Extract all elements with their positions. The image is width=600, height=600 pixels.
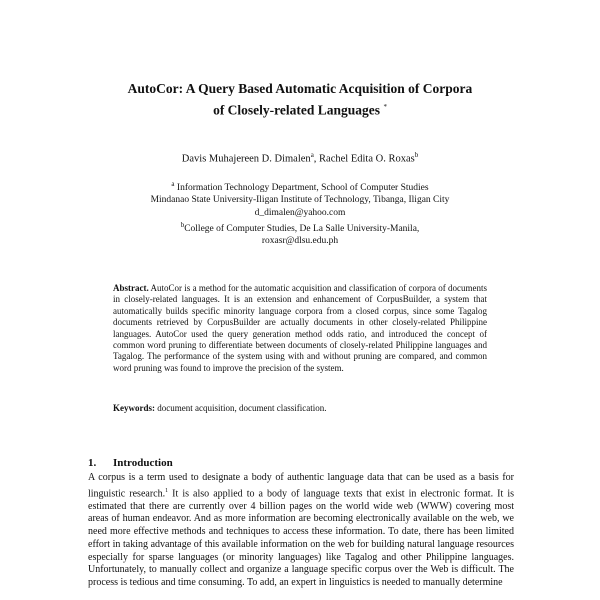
title-footnote-mark: * xyxy=(383,103,387,111)
introduction-paragraph xyxy=(88,472,514,590)
intro-text-1: A corpus is a term used to designate a body of authentic language data that can be used as a basis for linguistic research. xyxy=(88,472,514,500)
title-line-1: AutoCor: A Query Based Automatic Acquisition of Corpora xyxy=(127,81,473,96)
section-number: 1. xyxy=(88,457,97,469)
paper-title xyxy=(60,80,540,120)
title-line-2-text: of Closely-related Languages xyxy=(213,102,381,118)
author-1-mark: a xyxy=(310,151,314,159)
abstract-label: Abstract. xyxy=(113,283,149,293)
intro-text-2: It is also applied to a body of language texts that exist in electronic format. It is estimated that there are currently over 4 billion pages on the world wide web (WWW) covering most areas of human endeavor. And as more information are becoming electronically available on the web, we need more effective methods and techniques to access these information. To date, there has been limited effort in taking advantage of this available information on the web for building natural language resources especially for sparse languages (or minority languages) like Tagalog and other Philippine languages. Unfortunately, to manually collect and organize a language specific corpus over the Web is difficult. The process is tedious and time consuming. To add, an expert in linguistics is needed to manually determine xyxy=(88,488,514,588)
affiliation-a-line-2: Mindanao State University-Iligan Institute of Technology, Tibanga, Iligan City xyxy=(150,195,450,206)
affiliation-a-line-1 xyxy=(60,178,540,194)
affiliation-b-mark: b xyxy=(180,220,185,229)
author-2: Rachel Edita O. Roxas xyxy=(319,153,415,165)
affiliations xyxy=(60,178,540,247)
affiliation-b-email: roxasr@dlsu.edu.ph xyxy=(261,236,339,247)
author-2-mark: b xyxy=(414,151,419,159)
keywords-label: Keywords: xyxy=(113,403,155,413)
section-title: Introduction xyxy=(113,457,173,469)
author-line xyxy=(60,148,540,167)
section-heading-introduction xyxy=(88,456,173,470)
author-1: Davis Muhajereen D. Dimalen xyxy=(181,153,311,165)
keywords xyxy=(113,403,487,414)
footnote-ref-1: 1 xyxy=(165,487,169,494)
affiliation-b-line-1 xyxy=(60,219,540,235)
affiliation-a-mark: a xyxy=(171,180,175,188)
abstract-text: AutoCor is a method for the automatic acquisition and classification of corpora of documents in closely-related languages. It is an extension and enhancement of CorpusBuilder, a system that automatically builds specific minority language corpora from a closed corpus, since some Tagalog documents retrieved by CorpusBuilder are actually documents in other closely-related Philippine languages. AutoCor used the query generation method odds ratio, and introduced the concept of common word pruning to differentiate between documents of closely-related Philippine languages and Tagalog. The performance of the system using with and without pruning are compared, and common word pruning was found to improve the precision of the system. xyxy=(113,283,487,373)
affiliation-a-dept: Information Technology Department, School of Computer Studies xyxy=(176,183,429,194)
keywords-text: document acquisition, document classification. xyxy=(155,403,327,413)
affiliation-a-email: d_dimalen@yahoo.com xyxy=(254,207,346,218)
author-separator: , xyxy=(313,153,320,165)
title-line-2 xyxy=(60,98,540,120)
abstract xyxy=(113,283,487,374)
affiliation-b-dept: College of Computer Studies, De La Salle University-Manila, xyxy=(184,223,420,234)
